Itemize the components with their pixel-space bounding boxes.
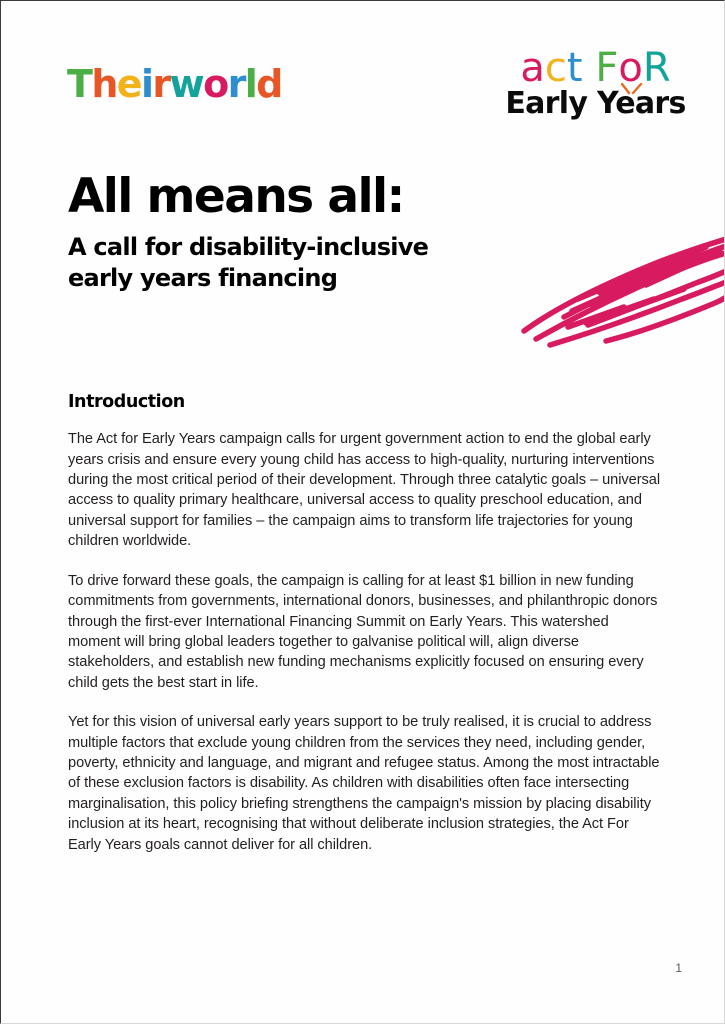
page-number: 1 <box>675 961 682 975</box>
wordmark-letter: h <box>91 62 117 106</box>
script-letter: F <box>595 45 619 91</box>
wordmark-letter: w <box>169 62 204 106</box>
introduction-section <box>68 393 662 855</box>
title-block <box>68 169 498 293</box>
early-years-wordmark: Early Years <box>505 86 686 121</box>
script-letter: c <box>544 45 567 91</box>
wordmark-letter: e <box>116 62 141 106</box>
body-paragraph: Yet for this vision of universal early years support to be truly realised, it is crucial to address multiple factors that exclude young children from the services they need, including gender, poverty, ethnicity and language, and migrant and refugee status. Among the most intractable of these exclusion factors is disability. As children with disabilities often face intersecting marginalisation, this policy briefing strengthens the campaign's mission by placing disability inclusion at its heart, recognising that without deliberate inclusion strategies, the Act For Early Years goals cannot deliver for all children. <box>68 714 660 853</box>
wordmark-letter: r <box>152 62 170 106</box>
page-subtitle: A call for disability-inclusive early years financing <box>68 232 429 292</box>
wordmark-letter: i <box>140 62 153 106</box>
scribble-decoration-icon <box>506 213 725 353</box>
body-paragraph: The Act for Early Years campaign calls for urgent government action to end the global early years crisis and ensure every young child has access to high-quality, nurturing interventions during the most critical period of their development. Through three catalytic goals – universal access to quality primary healthcare, universal access to quality preschool education, and universal support for families – the campaign aims to transform life trajectories for young children worldwide. <box>68 431 661 550</box>
body-paragraph: To drive forward these goals, the campaign is calling for at least $1 billion in new funding commitments from governments, international donors, businesses, and philanthropic donors through the first-ever International Financing Summit on Early Years. This watershed moment will bring global leaders together to galvanise political will, align diverse stakeholders, and establish new funding mechanisms explicitly focused on ensuring every child gets the best start in life. <box>68 572 658 691</box>
wordmark-letter: T <box>67 62 92 106</box>
wordmark-letter: d <box>256 62 282 106</box>
script-letter: R <box>642 45 671 91</box>
page-title: All means all: <box>68 169 404 224</box>
section-heading-introduction: Introduction <box>68 392 185 412</box>
script-letter: t <box>566 45 583 91</box>
script-letter: o <box>618 45 643 91</box>
act-for-early-years-logo <box>503 43 688 135</box>
theirworld-logo <box>67 62 282 106</box>
wordmark-letter: r <box>227 62 245 106</box>
wordmark-letter: l <box>244 62 257 106</box>
wordmark-letter: o <box>203 62 228 106</box>
script-letter: a <box>520 45 545 91</box>
